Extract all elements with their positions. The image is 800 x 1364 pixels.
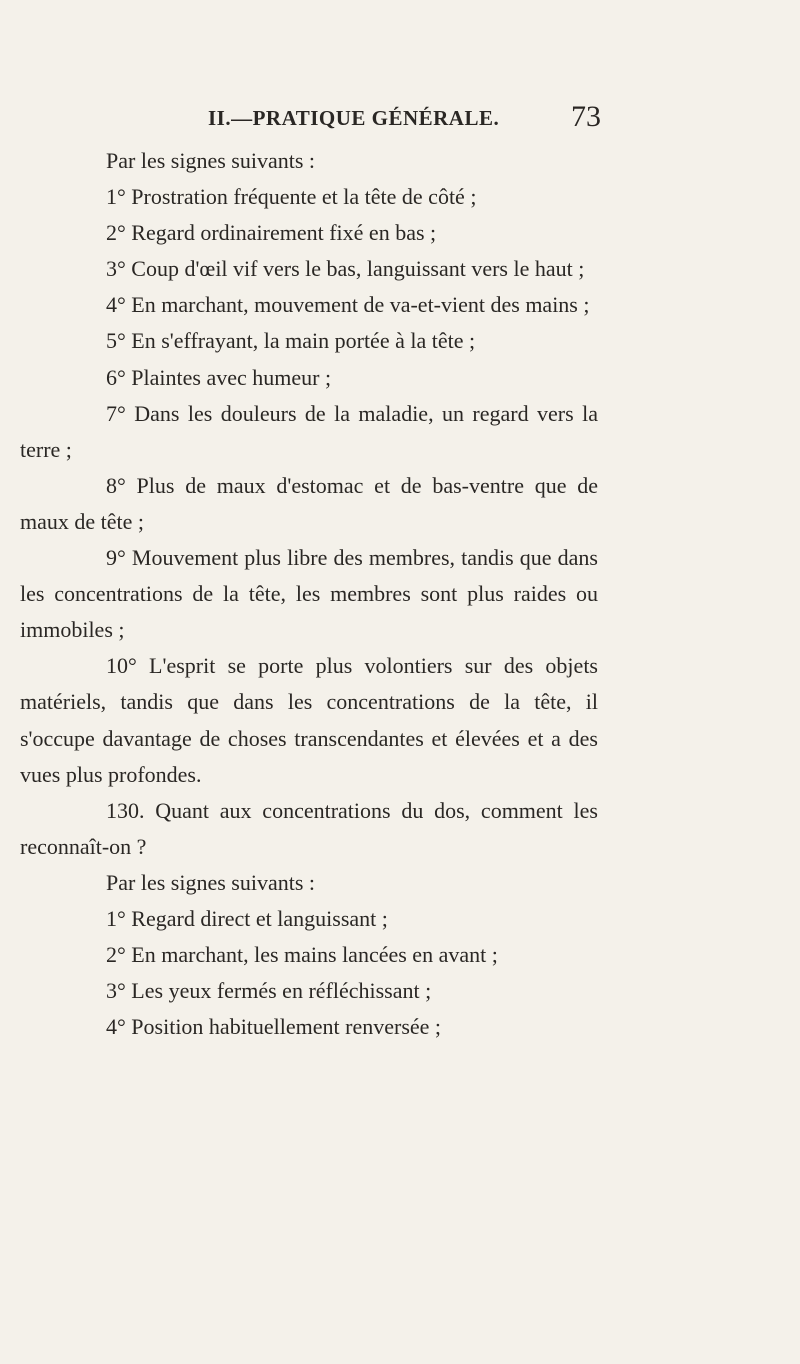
list-item: 1° Regard direct et languissant ;	[106, 905, 388, 931]
page-number: 73	[571, 100, 601, 133]
list-item: 3° Les yeux fermés en réfléchissant ;	[106, 978, 432, 1004]
paragraph: Par les signes suivants :	[106, 869, 315, 895]
list-item: 2° En marchant, les mains lancées en avant ;	[106, 942, 498, 968]
list-item: 8° Plus de maux d'estomac et de bas-ventre que de maux de tête ;	[20, 472, 598, 534]
list-item: 3° Coup d'œil vif vers le bas, languissant vers le haut ;	[106, 256, 585, 282]
list-item: 6° Plaintes avec humeur ;	[106, 364, 332, 390]
list-item: 4° Position habituellement renversée ;	[106, 1014, 442, 1040]
paragraph: Par les signes suivants :	[106, 148, 315, 173]
list-item: 5° En s'effrayant, la main portée à la tête ;	[106, 328, 476, 354]
page-body	[20, 143, 598, 1045]
question-paragraph: 130. Quant aux concentrations du dos, comment les reconnaît-on ?	[20, 797, 598, 859]
list-item: 2° Regard ordinairement fixé en bas ;	[106, 220, 437, 246]
list-item: 9° Mouvement plus libre des membres, tandis que dans les concentrations de la tête, les membres sont plus raides ou immobiles ;	[20, 545, 598, 643]
list-item: 10° L'esprit se porte plus volontiers sur des objets matériels, tandis que dans les concentrations de la tête, il s'occupe davantage de choses transcendantes et élevées et a des vues plus profondes.	[20, 653, 598, 787]
page-header	[0, 100, 800, 140]
list-item: 1° Prostration fréquente et la tête de côté ;	[106, 184, 477, 210]
list-item: 7° Dans les douleurs de la maladie, un regard vers la terre ;	[20, 400, 598, 462]
running-head: II.—PRATIQUE GÉNÉRALE.	[208, 106, 500, 130]
list-item: 4° En marchant, mouvement de va-et-vient des mains ;	[106, 292, 590, 318]
